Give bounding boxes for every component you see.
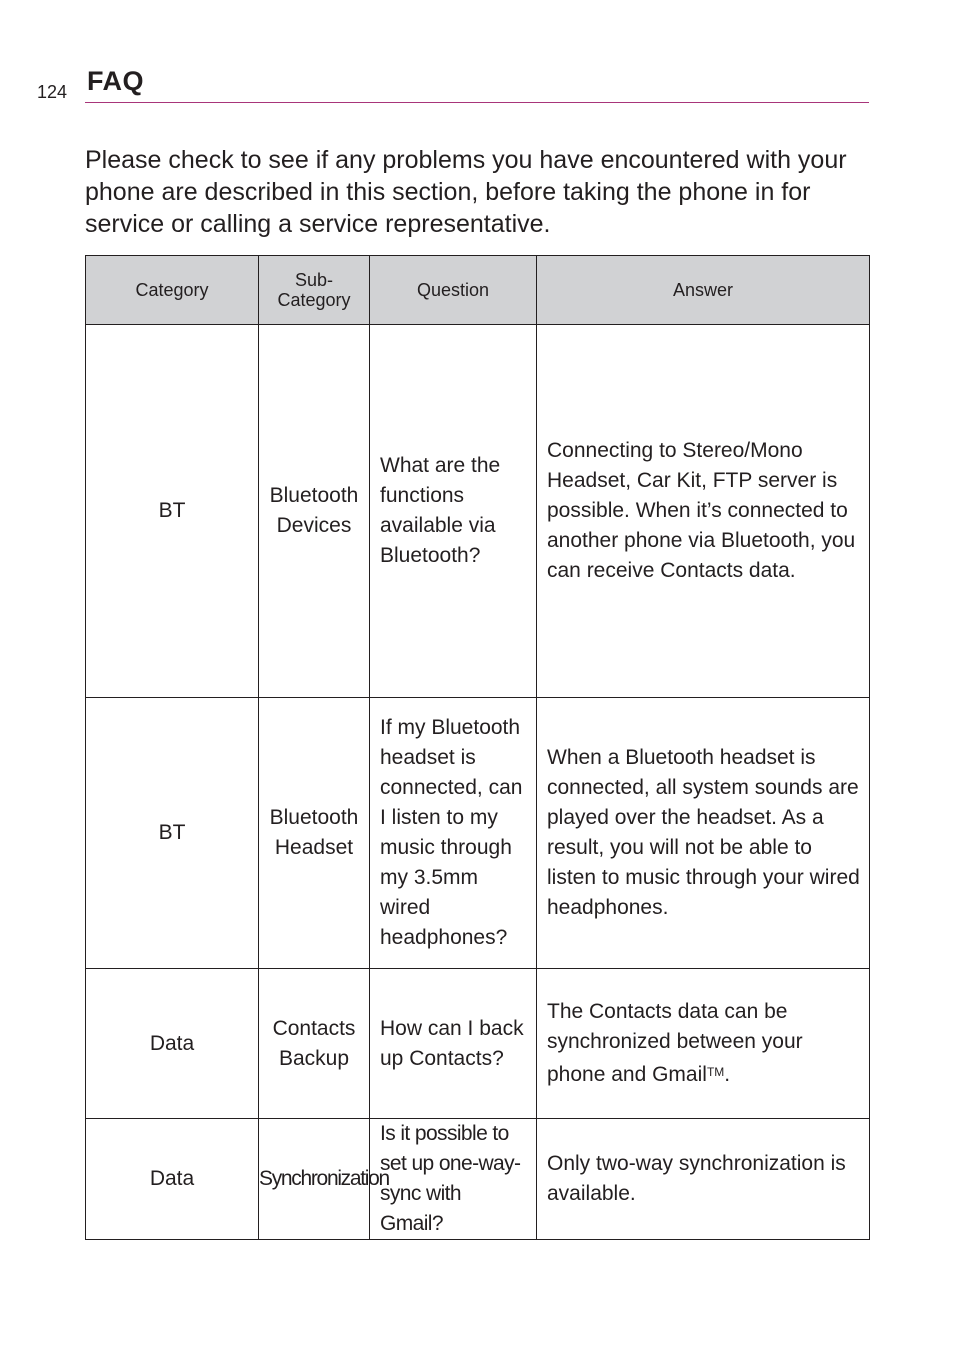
faq-table (85, 255, 870, 1240)
table-header-row (86, 256, 870, 325)
subcategory-line1: Bluetooth (269, 806, 359, 829)
page-number: 124 (37, 82, 68, 102)
cell-category: BT (86, 698, 259, 969)
cell-answer: Only two-way synchronization is available. (537, 1119, 870, 1240)
trademark-mark: TM (706, 1065, 725, 1079)
title-divider (85, 102, 869, 103)
subcategory-line2: Headset (274, 836, 354, 859)
header-subcategory-line2: Category (277, 290, 351, 310)
cell-category: Data (86, 1119, 259, 1240)
cell-category: Data (86, 969, 259, 1119)
page-title: FAQ (87, 66, 145, 96)
cell-subcategory (259, 969, 370, 1119)
cell-question: Is it possible to set up one-way-sync with Gmail? (370, 1119, 537, 1240)
header-answer: Answer (537, 256, 870, 325)
subcategory-line1: Contacts (272, 1016, 356, 1040)
cell-category: BT (86, 325, 259, 698)
cell-question: If my Bluetooth headset is connected, can I listen to my music through my 3.5mm wired headphones? (370, 698, 537, 969)
cell-subcategory (259, 698, 370, 969)
cell-question: What are the functions available via Bluetooth? (370, 325, 537, 698)
table-row (86, 325, 870, 698)
intro-paragraph: Please check to see if any problems you have encountered with your phone are described in this section, before taking the phone in for service or calling a service representative. (85, 146, 847, 238)
header-question: Question (370, 256, 537, 325)
subcategory-line2: Devices (276, 514, 352, 537)
subcategory-line2: Backup (278, 1046, 350, 1070)
table-row (86, 969, 870, 1119)
cell-question: How can I back up Contacts? (370, 969, 537, 1119)
cell-subcategory: Synchronization (259, 1119, 370, 1240)
subcategory-line1: Bluetooth (269, 484, 359, 507)
cell-answer: Connecting to Stereo/Mono Headset, Car Kit, FTP server is possible. When it’s connected to another phone via Bluetooth, you can receive Contacts data. (537, 325, 870, 698)
cell-answer (537, 969, 870, 1119)
header-subcategory-line1: Sub- (294, 270, 334, 290)
table-row (86, 698, 870, 969)
answer-end: . (724, 1063, 731, 1086)
answer-text: The Contacts data can be synchronized between your phone and Gmail (547, 1000, 803, 1086)
cell-answer: When a Bluetooth headset is connected, all system sounds are played over the headset. As a result, you will not be able to listen to music through your wired headphones. (537, 698, 870, 969)
header-category: Category (86, 256, 259, 325)
table-row (86, 1119, 870, 1240)
cell-subcategory (259, 325, 370, 698)
header-subcategory (259, 256, 370, 325)
